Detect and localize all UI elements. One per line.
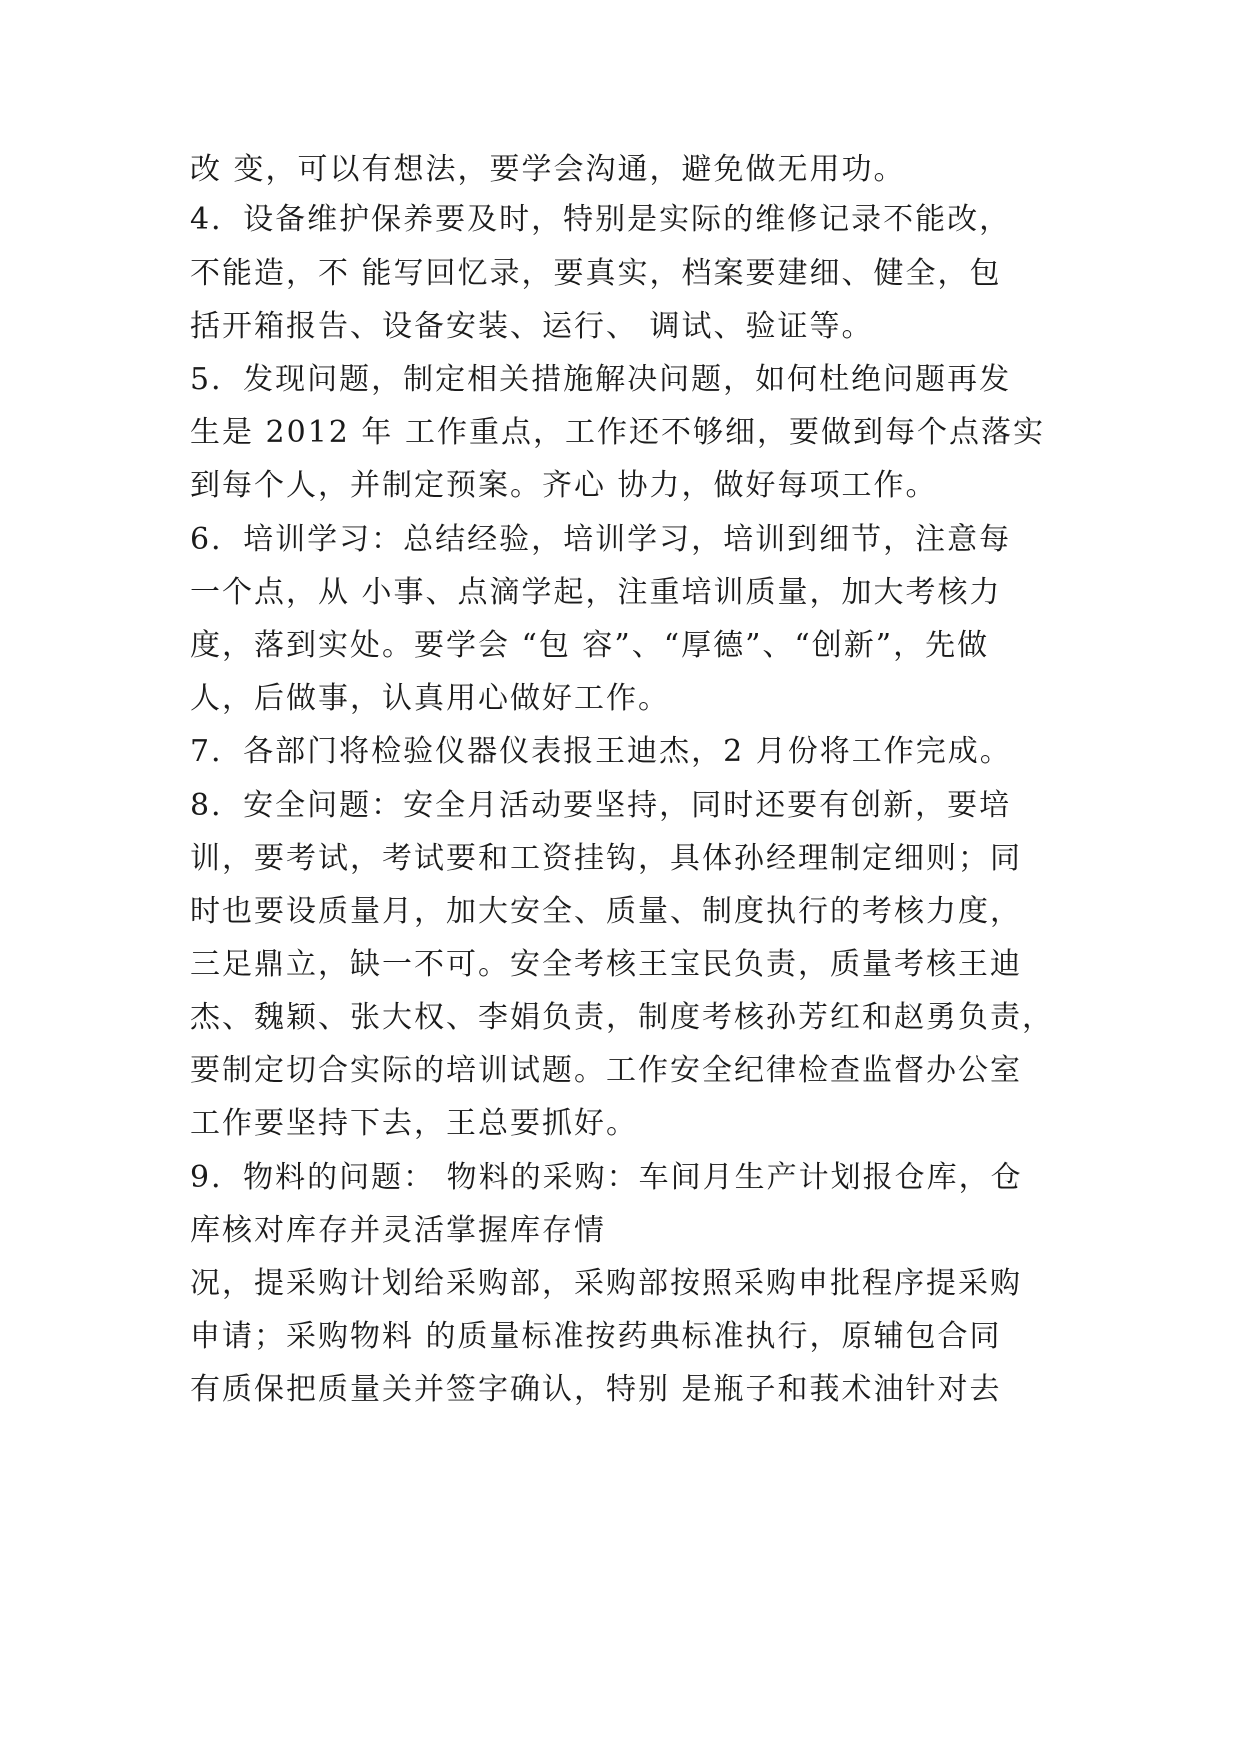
text-line: 度，落到实处。要学会 “包 容”、“厚德”、“创新”，先做 (190, 628, 990, 663)
text-line: 括开箱报告、设备安装、运行、 调试、验证等。 (190, 309, 874, 344)
text-line: 训，要考试，考试要和工资挂钩，具体孙经理制定细则；同 (190, 841, 1022, 876)
text-line: 6．培训学习：总结经验，培训学习，培训到细节，注意每 (190, 522, 1012, 557)
text-line: 工作要坚持下去，王总要抓好。 (190, 1106, 638, 1141)
text-line: 8．安全问题：安全月活动要坚持，同时还要有创新，要培 (190, 788, 1012, 823)
text-line: 时也要设质量月，加大安全、质量、制度执行的考核力度， (190, 894, 1022, 929)
text-line: 一个点，从 小事、点滴学起，注重培训质量，加大考核力 (190, 575, 1002, 610)
text-line: 况，提采购计划给采购部，采购部按照采购申批程序提采购 (190, 1266, 1022, 1301)
text-line: 7．各部门将检验仪器仪表报王迪杰，2 月份将工作完成。 (190, 734, 1012, 769)
text-line: 5．发现问题，制定相关措施解决问题，如何杜绝问题再发 (190, 362, 1012, 397)
text-line: 9．物料的问题： 物料的采购：车间月生产计划报仓库，仓 (190, 1160, 1023, 1195)
text-line: 要制定切合实际的培训试题。工作安全纪律检查监督办公室 (190, 1053, 1022, 1088)
text-line: 改 变，可以有想法，要学会沟通，避免做无用功。 (190, 152, 906, 187)
text-line: 到每个人，并制定预案。齐心 协力，做好每项工作。 (190, 468, 938, 503)
text-line: 库核对库存并灵活掌握库存情 (190, 1213, 606, 1248)
text-line: 生是 2012 年 工作重点，工作还不够细，要做到每个点落实 (190, 415, 1045, 450)
text-line: 4．设备维护保养要及时，特别是实际的维修记录不能改， (190, 202, 1012, 237)
text-line: 三足鼎立，缺一不可。安全考核王宝民负责，质量考核王迪 (190, 947, 1022, 982)
text-line: 有质保把质量关并签字确认，特别 是瓶子和莪术油针对去 (190, 1372, 1002, 1407)
text-line: 申请；采购物料 的质量标准按药典标准执行，原辅包合同 (190, 1319, 1002, 1354)
text-line: 杰、魏颖、张大权、李娟负责，制度考核孙芳红和赵勇负责， (190, 1000, 1054, 1035)
text-line: 人，后做事，认真用心做好工作。 (190, 681, 670, 716)
text-line: 不能造，不 能写回忆录，要真实，档案要建细、健全，包 (190, 256, 1002, 291)
